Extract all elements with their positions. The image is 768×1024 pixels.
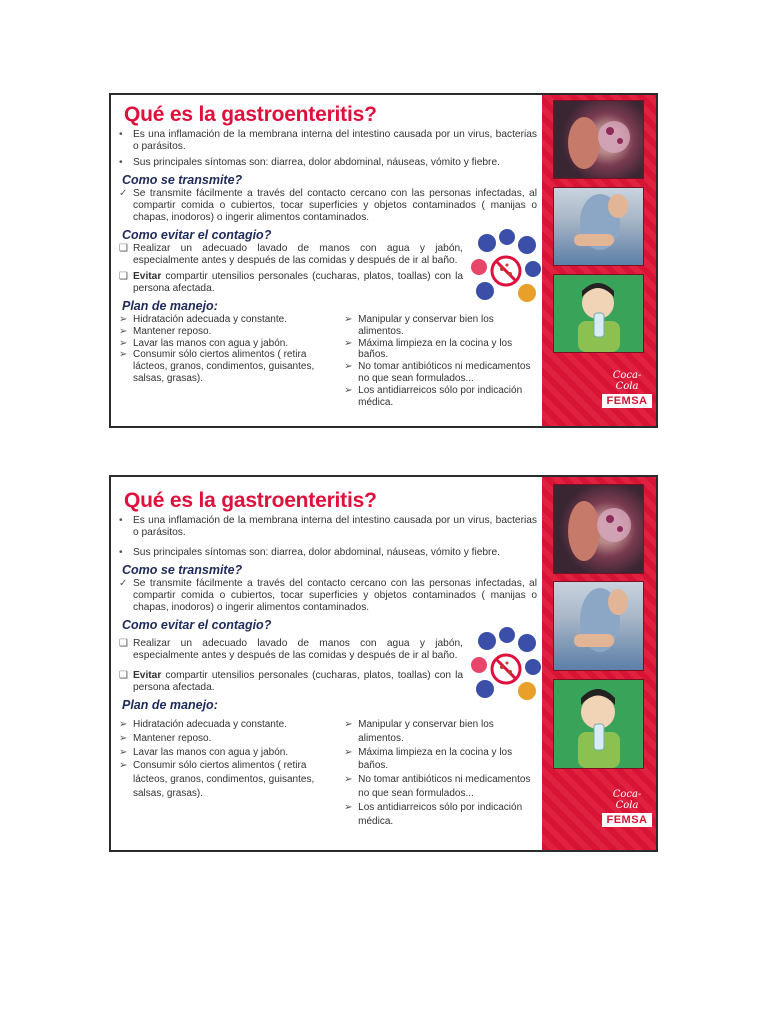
transmission-text: ✓ Se transmite fácilmente a través del contacto cercano con las personas infectadas, al compartir comida o cubiertos, tocar superficies y objetos contaminados ( manijas o chapas, inodoros) o ingerir alimentos contaminados.	[119, 578, 537, 613]
checkbox-icon: ❑	[119, 638, 129, 649]
hygiene-illustration-icon	[469, 229, 543, 303]
list-item: ➢ Hidratación adecuada y constante.	[119, 314, 287, 325]
list-item: ➢ Los antidiarreicos sólo por indicación médica.	[344, 384, 523, 408]
coca-cola-femsa-logo: Coca-Cola FEMSA	[602, 789, 652, 823]
intestine-virus-image	[553, 484, 644, 574]
arrow-bullet-icon: ➢	[344, 746, 353, 758]
list-item: ➢ Hidratación adecuada y constante.	[119, 719, 287, 730]
list-item: ➢ Los antidiarreicos sólo por indicación médica.	[344, 801, 523, 827]
list-item: ➢ No tomar antibióticos ni medicamentos no que sean formulados...	[344, 361, 531, 384]
plan-column-left	[119, 314, 338, 408]
child-drinking-image	[553, 274, 644, 353]
list-item: ➢ Consumir sólo ciertos alimentos ( retira lácteos, granos, condimentos, guisantes, salsas, grasas).	[119, 349, 315, 384]
list-item: ➢ Máxima limpieza en la cocina y los baños.	[344, 337, 513, 361]
list-item: ➢ Manipular y conservar bien los alimentos.	[344, 719, 494, 744]
intro-bullet: • Es una inflamación de la membrana interna del intestino causada por un virus, bacterias o parásitos.	[119, 129, 537, 152]
arrow-bullet-icon: ➢	[344, 361, 353, 373]
hygiene-illustration-icon	[469, 627, 543, 701]
child-drinking-image	[553, 679, 644, 769]
check-mark-icon: ✓	[119, 188, 128, 199]
checkbox-icon: ❑	[119, 243, 129, 254]
prevention-heading: Como evitar el contagio?	[122, 228, 272, 242]
dot-bullet-icon: •	[119, 515, 123, 526]
arrow-bullet-icon: ➢	[119, 719, 128, 730]
list-item: ➢ Lavar las manos con agua y jabón.	[119, 746, 289, 758]
list-item: ➢ Máxima limpieza en la cocina y los baños.	[344, 746, 513, 772]
arrow-bullet-icon: ➢	[119, 732, 128, 744]
plan-column-right	[338, 314, 537, 408]
intro-bullet: • Sus principales síntomas son: diarrea, dolor abdominal, náuseas, vómito y fiebre.	[119, 157, 500, 168]
arrow-bullet-icon: ➢	[344, 774, 353, 786]
slide-title: Qué es la gastroenteritis?	[124, 489, 377, 512]
slide-title: Qué es la gastroenteritis?	[124, 103, 377, 126]
list-item: ➢ Lavar las manos con agua y jabón.	[119, 337, 289, 349]
dot-bullet-icon: •	[119, 129, 123, 140]
list-item: ➢ No tomar antibióticos ni medicamentos no que sean formulados...	[344, 774, 531, 799]
arrow-bullet-icon: ➢	[344, 337, 353, 349]
arrow-bullet-icon: ➢	[119, 760, 128, 772]
arrow-bullet-icon: ➢	[344, 314, 353, 325]
plan-list	[119, 718, 537, 828]
checkbox-icon: ❑	[119, 271, 129, 282]
plan-list	[119, 314, 537, 408]
transmission-heading: Como se transmite?	[122, 173, 243, 187]
intestine-virus-image	[553, 100, 644, 179]
transmission-heading: Como se transmite?	[122, 563, 243, 577]
dot-bullet-icon: •	[119, 157, 123, 168]
side-panel	[542, 477, 656, 850]
list-item: ➢ Consumir sólo ciertos alimentos ( retira lácteos, granos, condimentos, guisantes, salsas, grasas).	[119, 760, 315, 799]
intro-bullet: • Sus principales síntomas son: diarrea, dolor abdominal, náuseas, vómito y fiebre.	[119, 547, 500, 558]
dot-bullet-icon: •	[119, 547, 123, 558]
arrow-bullet-icon: ➢	[119, 314, 128, 325]
abdominal-pain-image	[553, 581, 644, 671]
plan-heading: Plan de manejo:	[122, 698, 218, 712]
check-mark-icon: ✓	[119, 578, 128, 589]
plan-heading: Plan de manejo:	[122, 299, 218, 313]
list-item: ➢ Manipular y conservar bien los alimentos.	[344, 314, 494, 337]
prevention-item: ❑ Evitar compartir utensilios personales (cucharas, platos, toallas) con la persona afectada.	[119, 670, 463, 693]
prevention-heading: Como evitar el contagio?	[122, 618, 272, 632]
arrow-bullet-icon: ➢	[344, 384, 353, 396]
arrow-bullet-icon: ➢	[119, 349, 128, 361]
checkbox-icon: ❑	[119, 670, 129, 681]
prevention-item: ❑ Realizar un adecuado lavado de manos con agua y jabón, especialmente antes y después de las comidas y después de ir al baño.	[119, 638, 463, 661]
list-item: ➢ Mantener reposo.	[119, 732, 212, 744]
plan-column-left	[119, 718, 338, 828]
arrow-bullet-icon: ➢	[344, 719, 353, 730]
arrow-bullet-icon: ➢	[344, 801, 353, 813]
prevention-item: ❑ Realizar un adecuado lavado de manos con agua y jabón, especialmente antes y después de las comidas y después de ir al baño.	[119, 243, 463, 266]
abdominal-pain-image	[553, 187, 644, 266]
slide-1	[109, 93, 658, 428]
side-panel	[542, 95, 656, 426]
intro-bullet: • Es una inflamación de la membrana interna del intestino causada por un virus, bacterias o parásitos.	[119, 515, 537, 538]
arrow-bullet-icon: ➢	[119, 325, 128, 337]
slide-2	[109, 475, 658, 852]
arrow-bullet-icon: ➢	[119, 337, 128, 349]
prevention-item: ❑ Evitar compartir utensilios personales (cucharas, platos, toallas) con la persona afectada.	[119, 271, 463, 294]
coca-cola-femsa-logo: Coca-Cola FEMSA	[602, 370, 652, 404]
transmission-text: ✓ Se transmite fácilmente a través del contacto cercano con las personas infectadas, al compartir comida o cubiertos, tocar superficies y objetos contaminados ( manijas o chapas, inodoros) o ingerir alimentos contaminados.	[119, 188, 537, 223]
arrow-bullet-icon: ➢	[119, 746, 128, 758]
plan-column-right	[338, 718, 537, 828]
list-item: ➢ Mantener reposo.	[119, 325, 212, 337]
